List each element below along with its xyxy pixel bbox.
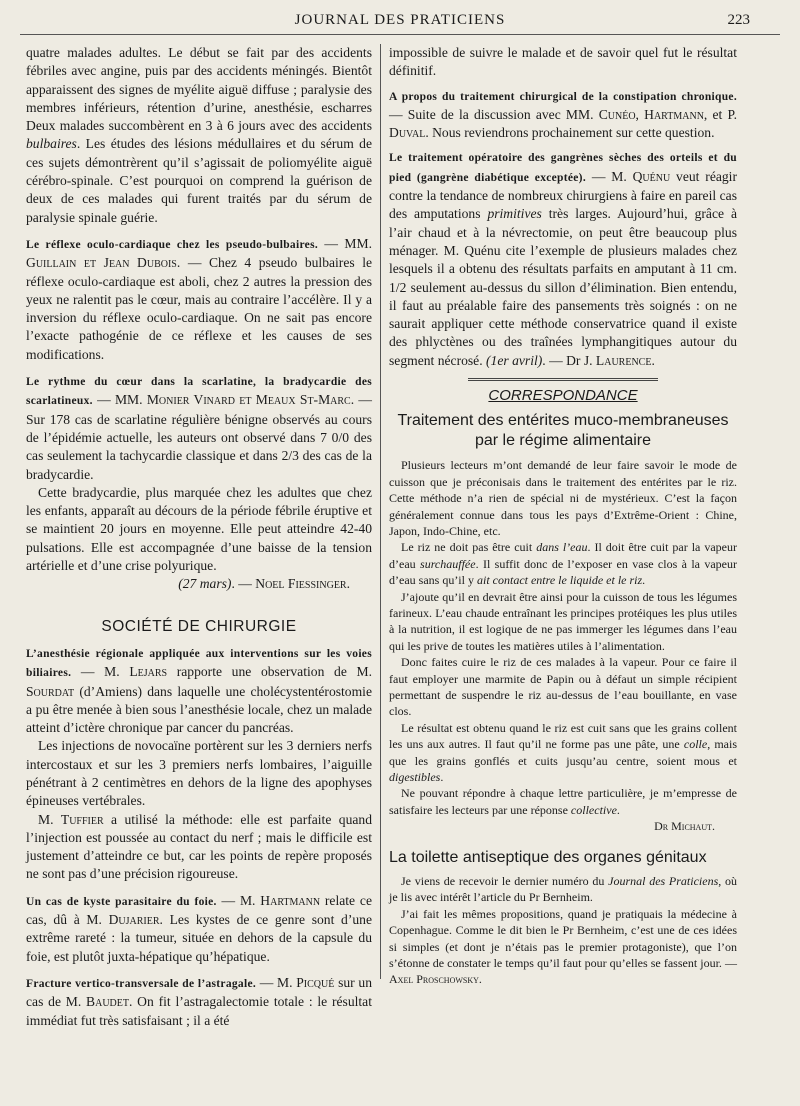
- paragraph: [389, 654, 737, 720]
- signature: J. Laurence.: [583, 352, 655, 368]
- signature: Dr Michaut.: [654, 819, 715, 834]
- text-em: bulbaires: [26, 136, 77, 152]
- article-gangrenes: [389, 148, 737, 370]
- letter-body: [389, 873, 737, 988]
- text: —: [721, 956, 738, 971]
- text: Le résultat est obtenu quand le riz est cuit sans que les grains collent les uns aux autres. Il faut qu’il ne forme pas une pâte, une: [389, 720, 737, 752]
- text: — Suite de la discussion avec MM.: [389, 106, 599, 122]
- text-em: primitives: [487, 206, 542, 222]
- text: rapporte une observation de M.: [167, 664, 372, 680]
- paragraph: [26, 44, 372, 227]
- text-em: surchauffée: [420, 556, 476, 571]
- article-astragale: [26, 974, 372, 1030]
- text: — M.: [216, 892, 261, 908]
- author: Tuffier: [60, 811, 104, 827]
- text: , où je lis avec intérêt l’article du Pr Bernheim.: [389, 873, 737, 905]
- author: Cunéo, Hartmann: [598, 106, 704, 122]
- author: Lejars: [129, 664, 168, 680]
- text: . — Chez 4 pseudo bulbaires le réflexe oculo-cardiaque est aboli, chez 2 autres la pression des yeux ne ralentit pas le cœur, mais au contraire l’accélère. Il y a inversion du réflexe oculo-cardiaque. On ne sait pas encore l’exacte pathogénie de ce réflexe et les causes de ses modifications.: [26, 255, 372, 362]
- text: . —: [231, 576, 256, 592]
- paragraph: [26, 811, 372, 884]
- text: , mais que les grains gonflés et cuits jusqu’au centre, soient mous et: [389, 737, 737, 768]
- text-em: ait contact entre le liquide et le riz: [476, 573, 643, 588]
- text: J’ai fait les mêmes propositions, quand je pratiquais la médecine à Copenhague. Comme le dit bien le Pr Bernheim, c’est une de ces idées si simples (et dont je n’étais pas le premier protagoniste), que l’on s’étonne de constater le temps qu’il faut pour qu’elles se fassent jour.: [389, 906, 737, 971]
- article-lead: Le rythme du cœur dans la scarlatine, la bradycardie des scarlatineux.: [26, 376, 372, 408]
- paragraph: [389, 539, 737, 588]
- author: Guillain et Jean Dubois: [26, 255, 177, 271]
- text: Le riz ne doit pas être cuit: [401, 540, 537, 555]
- column-divider: [380, 44, 381, 979]
- text: quatre malades adultes. Le début se fait par des accidents fébriles avec angine, puis par des accidents méningés. Bientôt apparaissent des signes de myélite aiguë diffuse ; paralysie des membres inférieurs, rétention d’urine, anesthésie, escharres Deux malades succombèrent en 3 à 6 jours avec des accidents: [26, 45, 372, 134]
- text: impossible de suivre le malade et de savoir quel fut le résultat définitif.: [389, 45, 737, 79]
- page-number: 223: [727, 12, 750, 28]
- text: . Il suffit donc de l’exposer en vase clos à la vapeur d’eau sans qu’il y: [389, 556, 738, 588]
- text: . Nous reviendrons prochainement sur cette question.: [425, 125, 715, 141]
- text: Je viens de recevoir le dernier numéro du: [401, 873, 609, 888]
- text: — MM.: [318, 235, 372, 251]
- section-title: SOCIÉTÉ DE CHIRURGIE: [101, 617, 297, 635]
- section-title: CORRESPONDANCE: [488, 387, 638, 405]
- journal-title: JOURNAL DES PRATICIENS: [294, 12, 506, 28]
- article-kyste: [26, 892, 372, 966]
- signature: Axel Proschowsky.: [389, 972, 482, 987]
- paragraph: [26, 737, 372, 810]
- right-column: [389, 44, 737, 988]
- author: Monier Vinard et Meaux St-Marc: [146, 392, 351, 408]
- text: veut réagir contre la tendance de nombreux chirurgiens à faire en pareil cas des amputations: [389, 168, 737, 222]
- paragraph: [389, 785, 737, 818]
- header-rule: [20, 34, 780, 35]
- text: . — Sur 178 cas de scarlatine régulière bénigne observés au cours de l’épidémie actuelle, les auteurs ont observé dans 7 0/0 des cas seulement la tachycardie classique et dans 2/3 des cas de la bradycardie.: [26, 392, 373, 482]
- text-em: dans l’eau: [536, 540, 588, 555]
- text: — MM.: [92, 392, 147, 408]
- text: . Les études des lésions médullaires et du sérum de ces sujets démontrèrent qu’il s’agissait de poliomyélite aiguë cérébro-spinale. C’est pourquoi on comprend la guérison de deux de ces malades qui furent traités par du sérum de paralysie spinale guérie.: [26, 136, 372, 225]
- text: Plusieurs lecteurs m’ont demandé de leur faire savoir le mode de cuisson que je préconisais dans le traitement des entérites par le riz. Cette méthode n’a rien de spécial ni de mystérieux. C’est la façon généralement connue dans tous les pays d’Extrême-Orient : Chine, Japon, Indo-Chine, etc.: [389, 458, 737, 538]
- paragraph: [389, 457, 737, 539]
- text: a utilisé la méthode: elle est parfaite quand l’injection est poussée au contact du nerf ; mais le difficile est justement d’atteindre ce but, car les points de repère proposés ne sont pas d’une précision rigoureuse.: [26, 811, 372, 882]
- text-em: collective: [570, 802, 617, 817]
- page-header: [0, 10, 800, 32]
- date: (27 mars): [178, 576, 232, 592]
- text: .: [616, 802, 620, 817]
- signature-line: [26, 575, 372, 593]
- left-column: [26, 44, 372, 1030]
- article-anesthesie: [26, 644, 372, 737]
- text: — M.: [256, 974, 297, 990]
- text: Ne pouvant répondre à chaque lettre particulière, je m’empresse de satisfaire les lecteurs par une réponse: [389, 786, 737, 817]
- text: .: [440, 770, 444, 785]
- author: Hartmann: [260, 892, 321, 908]
- letter-body: [389, 457, 737, 834]
- article-lead: L’anesthésie régionale appliquée aux interventions sur les voies biliaires.: [26, 647, 372, 680]
- text: . On fit l’astragalectomie totale : le résultat immédiat fut très satisfaisant ; il a été: [26, 994, 372, 1028]
- text-em: Journal des Praticiens: [608, 873, 719, 888]
- paragraph: [389, 873, 737, 906]
- text: — M.: [71, 664, 130, 680]
- text-em: colle: [683, 737, 708, 752]
- text: . Il doit être cuit par la vapeur d’eau: [389, 540, 738, 571]
- text: très larges. Aujourd’hui, grâce à l’air chaud et à la névrectomie, on peut être beaucoup plus ménager. M. Quénu cite l’exemple de plusieurs malades chez lesquels il a obtenu des résultats parfaits en amputant à 11 cm. 1/2 seulement au-dessus du sillon d’élimination. Bien entendu, il faut au préalable faire des pansements très soignés : on ne saurait appliquer cette méthode conservatrice quand il existe des phlyctènes ou des traînées lymphangitiques autour du segment nécrosé.: [389, 206, 737, 368]
- article-title: La toilette antiseptique des organes génitaux: [389, 848, 707, 866]
- author: Baudet: [86, 994, 129, 1010]
- author: Quénu: [632, 168, 671, 184]
- text: — M.: [586, 168, 633, 184]
- article-lead: Un cas de kyste parasitaire du foie.: [26, 895, 217, 908]
- article-title: Traitement des entérites muco-membraneuses par le régime alimentaire: [397, 412, 729, 450]
- paragraph: [389, 720, 737, 786]
- author: Dujarier: [108, 912, 160, 928]
- article-lead: Fracture vertico-transversale de l’astragale.: [26, 977, 257, 990]
- paragraph: [389, 589, 737, 655]
- article-constipation: [389, 87, 737, 143]
- text: M.: [38, 811, 61, 827]
- text: relate ce cas, dû à M.: [26, 892, 372, 928]
- text: . Les kystes de ce genre sont d’une extrême rareté : la tumeur, située en dehors de la capsule du foie, est plutôt juxta-hépatique qu’hépatique.: [26, 912, 372, 964]
- signature: Noel Fiessinger.: [255, 576, 350, 592]
- author: Picqué: [296, 974, 335, 990]
- author: Duval: [389, 125, 426, 141]
- text: . — Dr: [542, 352, 584, 368]
- text: sur un cas de M.: [26, 974, 372, 1010]
- text: Donc faites cuire le riz de ces malades à la vapeur. Pour ce faire il faut employer une marmite de Papin ou à défaut un simple récipient permettant de suspendre le riz au-dessus de l’eau bouillante, en vase clos.: [389, 655, 737, 719]
- paragraph: [389, 44, 737, 81]
- article-lead: Le réflexe oculo-cardiaque chez les pseudo-bulbaires.: [26, 238, 319, 251]
- text: Cette bradycardie, plus marquée chez les adultes que chez les enfants, apparaît au décours de la période fébrile éruptive et se maintient 20 jours en moyenne. Elle peut atteindre 42-40 pulsations. Elle est accompagnée d’une baisse de la tension artérielle et d’une crise polyurique.: [26, 484, 372, 574]
- text: .: [642, 573, 646, 588]
- article-lead: Le traitement opératoire des gangrènes sèches des orteils et du pied (gangrène diabétique exceptée).: [389, 152, 737, 184]
- paragraph: [389, 906, 737, 988]
- text-em: digestibles: [389, 770, 441, 785]
- paragraph: [26, 484, 372, 575]
- text: (d’Amiens) dans laquelle une cholécystentérostomie a pu être menée à bien sous l’anesthésie locale, chez un malade atteint d’ictère chronique par cancer du pancréas.: [26, 683, 372, 736]
- separator-rule: [468, 378, 658, 381]
- text: J’ajoute qu’il en devrait être ainsi pour la cuisson de tous les légumes farineux. L’eau chaude entraînant les principes protéiques les plus utiles à la nutrition, il est logique de ne pas immerger les légumes dans l’eau qui les prive de toutes les matières utiles à l’alimentation.: [389, 589, 737, 653]
- date: (1er avril): [486, 352, 543, 368]
- article-scarlatine: [26, 372, 372, 484]
- text: , et P.: [703, 106, 737, 122]
- text: Les injections de novocaïne portèrent sur les 3 derniers nerfs intercostaux et sur les 3 premiers nerfs lombaires, l’aiguille pénétrant à 2 centimètres en dehors de la ligne des apophyses épineuses vertébrales.: [26, 738, 372, 809]
- article-lead: A propos du traitement chirurgical de la constipation chronique.: [389, 90, 737, 103]
- author: Sourdat: [26, 683, 75, 699]
- article-reflexe: [26, 235, 372, 364]
